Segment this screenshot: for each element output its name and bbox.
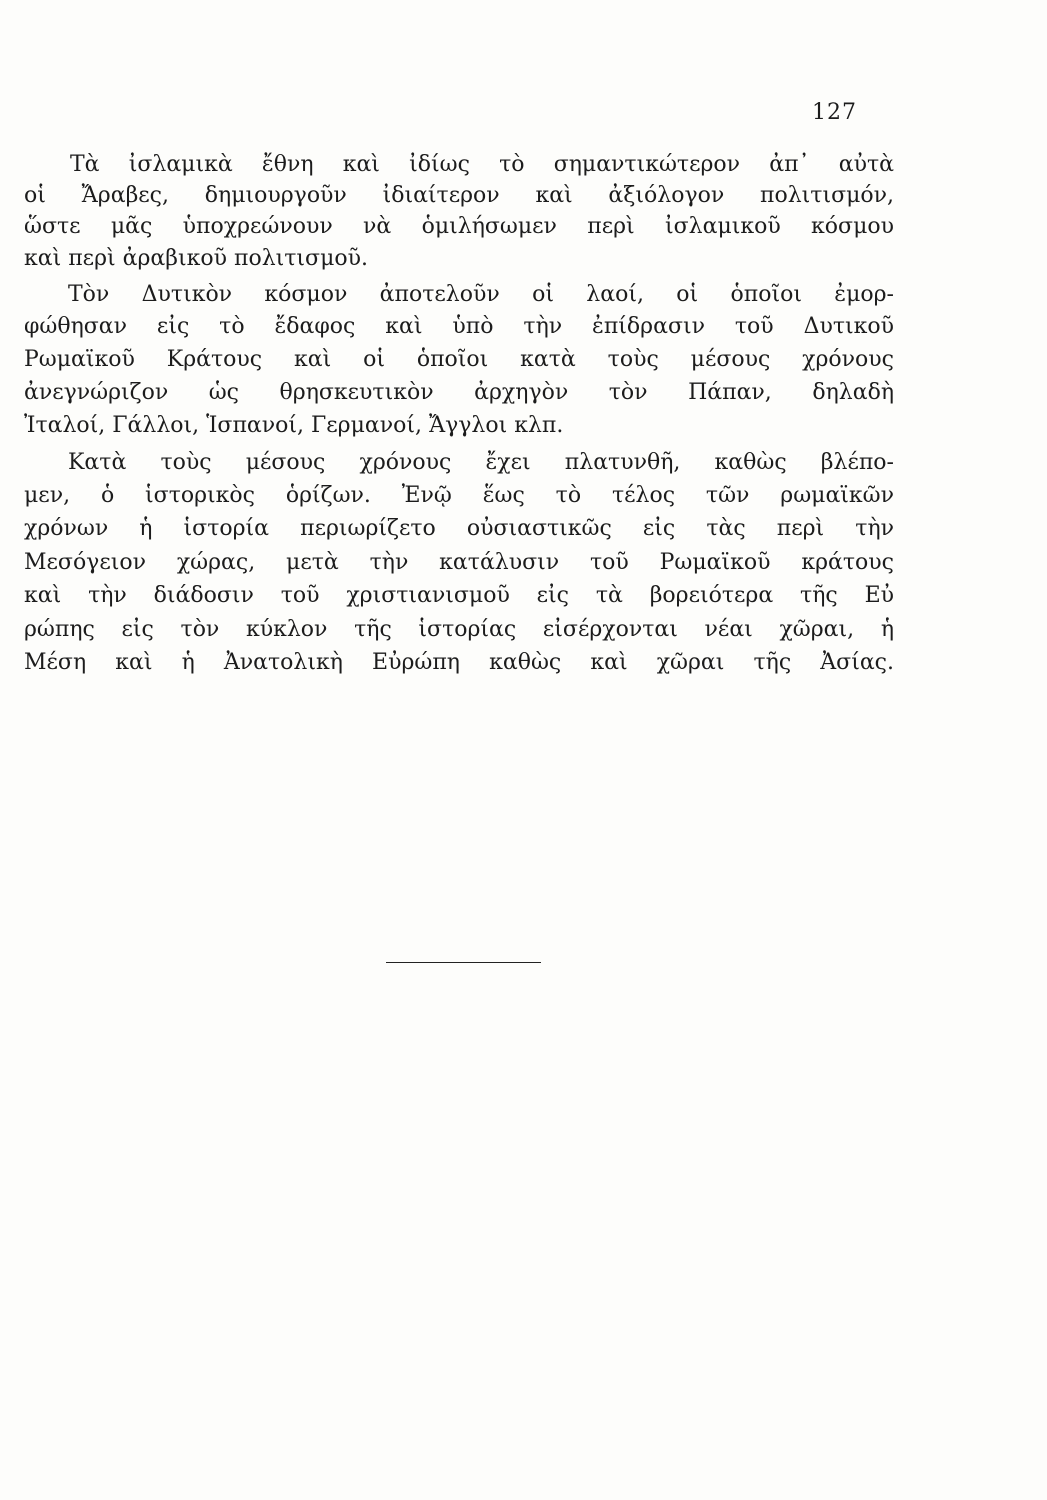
text-line: χρόνων ἡ ἱστορία περιωρίζετο οὐσιαστικῶς εἰς τὰς περὶ τὴν	[24, 516, 894, 541]
text-line: Τὰ ἰσλαμικὰ ἔθνη καὶ ἰδίως τὸ σημαντικώτερον ἀπ᾽ αὐτὰ	[70, 152, 894, 177]
text-line: καὶ περὶ ἀραβικοῦ πολιτισμοῦ.	[24, 246, 368, 271]
text-line: Κατὰ τοὺς μέσους χρόνους ἔχει πλατυνθῆ, καθὼς βλέπο-	[68, 450, 894, 475]
text-line: ρώπης εἰς τὸν κύκλον τῆς ἱστορίας εἰσέρχονται νέαι χῶραι, ἡ	[24, 617, 894, 642]
text-line: ὥστε μᾶς ὑποχρεώνουν νὰ ὁμιλήσωμεν περὶ ἰσλαμικοῦ κόσμου	[24, 214, 894, 239]
text-line: Μεσόγειον χώρας, μετὰ τὴν κατάλυσιν τοῦ Ρωμαϊκοῦ κράτους	[24, 550, 894, 575]
text-line: Ρωμαϊκοῦ Κράτους καὶ οἱ ὁποῖοι κατὰ τοὺς μέσους χρόνους	[24, 347, 894, 372]
text-line: Ἰταλοί, Γάλλοι, Ἱσπανοί, Γερμανοί, Ἄγγλοι κλπ.	[24, 413, 564, 438]
page-number: 127	[812, 100, 857, 125]
text-line: φώθησαν εἰς τὸ ἔδαφος καὶ ὑπὸ τὴν ἐπίδρασιν τοῦ Δυτικοῦ	[24, 314, 894, 339]
section-divider	[386, 962, 541, 963]
text-line: μεν, ὁ ἱστορικὸς ὁρίζων. Ἐνῷ ἕως τὸ τέλος τῶν ρωμαϊκῶν	[24, 483, 894, 508]
text-line: οἱ Ἄραβες, δημιουργοῦν ἰδιαίτερον καὶ ἀξιόλογον πολιτισμόν,	[24, 183, 894, 208]
text-line: ἀνεγνώριζον ὡς θρησκευτικὸν ἀρχηγὸν τὸν Πάπαν, δηλαδὴ	[24, 380, 894, 405]
text-line: Τὸν Δυτικὸν κόσμον ἀποτελοῦν οἱ λαοί, οἱ ὁποῖοι ἐμορ-	[68, 282, 894, 307]
text-line: Μέση καὶ ἡ Ἀνατολικὴ Εὐρώπη καθὼς καὶ χῶραι τῆς Ἀσίας.	[24, 650, 894, 675]
text-line: καὶ τὴν διάδοσιν τοῦ χριστιανισμοῦ εἰς τὰ βορειότερα τῆς Εὐ	[24, 583, 894, 608]
